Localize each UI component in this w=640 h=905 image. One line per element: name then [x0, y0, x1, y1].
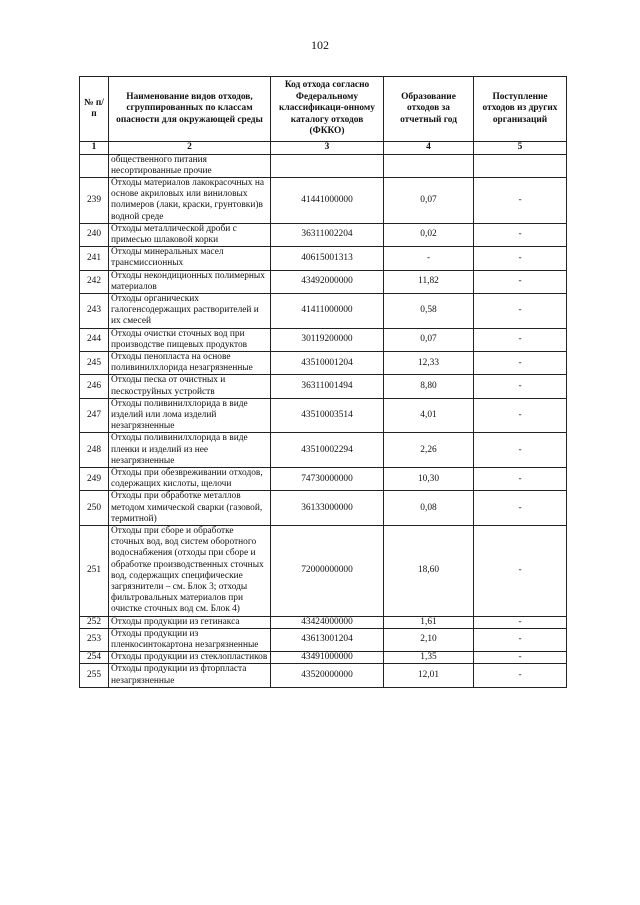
fkko-code: 43510001204	[271, 351, 384, 374]
fkko-code: 43520000000	[271, 664, 384, 687]
waste-name: Отходы минеральных масел трансмиссионных	[109, 247, 271, 270]
received-amount: -	[474, 293, 567, 328]
waste-name: общественного питания несортированные прочие	[109, 154, 271, 177]
received-amount: -	[474, 467, 567, 490]
waste-name: Отходы при обезвреживании отходов, содержащих кислоты, щелочи	[109, 467, 271, 490]
header-code: Код отхода согласно Федеральному классификаци-онному каталогу отходов (ФККО)	[271, 77, 384, 142]
table-row	[80, 154, 567, 177]
row-number: 248	[80, 433, 109, 468]
fkko-code: 40615001313	[271, 247, 384, 270]
received-amount: -	[474, 247, 567, 270]
fkko-code: 43491000000	[271, 652, 384, 664]
received-amount: -	[474, 177, 567, 223]
fkko-code: 36133000000	[271, 491, 384, 526]
fkko-code: 41411000000	[271, 293, 384, 328]
waste-name: Отходы продукции из гетинакса	[109, 616, 271, 628]
row-number: 249	[80, 467, 109, 490]
fkko-code: 36311001494	[271, 375, 384, 398]
waste-name: Отходы при обработке металлов методом химической сварки (газовой, термитной)	[109, 491, 271, 526]
received-amount: -	[474, 616, 567, 628]
row-number: 254	[80, 652, 109, 664]
table-row	[80, 247, 567, 270]
row-number: 240	[80, 223, 109, 246]
waste-name: Отходы продукции из стеклопластиков	[109, 652, 271, 664]
row-number: 239	[80, 177, 109, 223]
fkko-code: 43613001204	[271, 628, 384, 651]
generated-amount: 18,60	[384, 526, 474, 617]
received-amount: -	[474, 628, 567, 651]
row-number	[80, 154, 109, 177]
row-number: 242	[80, 270, 109, 293]
received-amount	[474, 154, 567, 177]
row-number: 255	[80, 664, 109, 687]
header-row	[80, 77, 567, 142]
column-number: 3	[271, 142, 384, 155]
table-row	[80, 526, 567, 617]
fkko-code: 43492000000	[271, 270, 384, 293]
row-number: 253	[80, 628, 109, 651]
generated-amount: 0,02	[384, 223, 474, 246]
waste-name: Отходы поливинилхлорида в виде изделий или лома изделий незагрязненные	[109, 398, 271, 433]
row-number: 251	[80, 526, 109, 617]
received-amount: -	[474, 223, 567, 246]
generated-amount: 2,26	[384, 433, 474, 468]
generated-amount: -	[384, 247, 474, 270]
fkko-code: 43424000000	[271, 616, 384, 628]
generated-amount	[384, 154, 474, 177]
generated-amount: 4,01	[384, 398, 474, 433]
table-row	[80, 628, 567, 651]
header-num: № п/п	[80, 77, 109, 142]
received-amount: -	[474, 652, 567, 664]
column-number-row	[80, 142, 567, 155]
received-amount: -	[474, 433, 567, 468]
table-row	[80, 652, 567, 664]
waste-name: Отходы органических галогенсодержащих растворителей и их смесей	[109, 293, 271, 328]
column-number: 2	[109, 142, 271, 155]
table-body	[80, 154, 567, 687]
generated-amount: 8,80	[384, 375, 474, 398]
fkko-code: 74730000000	[271, 467, 384, 490]
waste-table	[79, 76, 567, 688]
fkko-code: 36311002204	[271, 223, 384, 246]
generated-amount: 0,08	[384, 491, 474, 526]
page-number: 102	[311, 38, 329, 52]
table-row	[80, 375, 567, 398]
table-row	[80, 223, 567, 246]
waste-name: Отходы поливинилхлорида в виде пленки и изделий из нее незагрязненные	[109, 433, 271, 468]
received-amount: -	[474, 664, 567, 687]
waste-name: Отходы продукции из фторпласта незагрязненные	[109, 664, 271, 687]
table-row	[80, 351, 567, 374]
table-row	[80, 398, 567, 433]
waste-name: Отходы песка от очистных и пескоструйных устройств	[109, 375, 271, 398]
received-amount: -	[474, 526, 567, 617]
generated-amount: 0,07	[384, 328, 474, 351]
table-row	[80, 177, 567, 223]
row-number: 252	[80, 616, 109, 628]
row-number: 246	[80, 375, 109, 398]
header-received: Поступление отходов из других организаций	[474, 77, 567, 142]
received-amount: -	[474, 491, 567, 526]
generated-amount: 1,61	[384, 616, 474, 628]
fkko-code	[271, 154, 384, 177]
waste-name: Отходы продукции из пленкосинтокартона незагрязненные	[109, 628, 271, 651]
waste-name: Отходы очистки сточных вод при производстве пищевых продуктов	[109, 328, 271, 351]
fkko-code: 43510003514	[271, 398, 384, 433]
waste-name: Отходы некондиционных полимерных материалов	[109, 270, 271, 293]
generated-amount: 11,82	[384, 270, 474, 293]
received-amount: -	[474, 398, 567, 433]
fkko-code: 30119200000	[271, 328, 384, 351]
table-row	[80, 664, 567, 687]
generated-amount: 1,35	[384, 652, 474, 664]
table-row	[80, 293, 567, 328]
waste-name: Отходы при сборе и обработке сточных вод, вод систем оборотного водоснабжения (отходы при сборе и обработке производственных сточных вод, содержащих специфические загрязнители – см. Блок 3; отходы фильтровальных материалов при очистке сточных вод см. Блок 4)	[109, 526, 271, 617]
table-row	[80, 270, 567, 293]
received-amount: -	[474, 270, 567, 293]
row-number: 245	[80, 351, 109, 374]
waste-name: Отходы материалов лакокрасочных на основе акриловых или виниловых полимеров (лаки, краски, грунтовки)в водной среде	[109, 177, 271, 223]
header-generated: Образование отходов за отчетный год	[384, 77, 474, 142]
fkko-code: 41441000000	[271, 177, 384, 223]
table-row	[80, 467, 567, 490]
waste-name: Отходы пенопласта на основе поливинилхлорида незагрязненные	[109, 351, 271, 374]
generated-amount: 2,10	[384, 628, 474, 651]
column-number: 5	[474, 142, 567, 155]
waste-name: Отходы металлической дроби с примесью шлаковой корки	[109, 223, 271, 246]
header-name: Наименование видов отходов, сгруппированных по классам опасности для окружающей среды	[109, 77, 271, 142]
row-number: 241	[80, 247, 109, 270]
column-number: 4	[384, 142, 474, 155]
generated-amount: 12,01	[384, 664, 474, 687]
row-number: 243	[80, 293, 109, 328]
generated-amount: 12,33	[384, 351, 474, 374]
row-number: 250	[80, 491, 109, 526]
received-amount: -	[474, 328, 567, 351]
table-row	[80, 616, 567, 628]
table-row	[80, 433, 567, 468]
received-amount: -	[474, 351, 567, 374]
row-number: 247	[80, 398, 109, 433]
row-number: 244	[80, 328, 109, 351]
received-amount: -	[474, 375, 567, 398]
table-row	[80, 328, 567, 351]
column-number: 1	[80, 142, 109, 155]
generated-amount: 10,30	[384, 467, 474, 490]
generated-amount: 0,58	[384, 293, 474, 328]
fkko-code: 72000000000	[271, 526, 384, 617]
generated-amount: 0,07	[384, 177, 474, 223]
table-row	[80, 491, 567, 526]
fkko-code: 43510002294	[271, 433, 384, 468]
